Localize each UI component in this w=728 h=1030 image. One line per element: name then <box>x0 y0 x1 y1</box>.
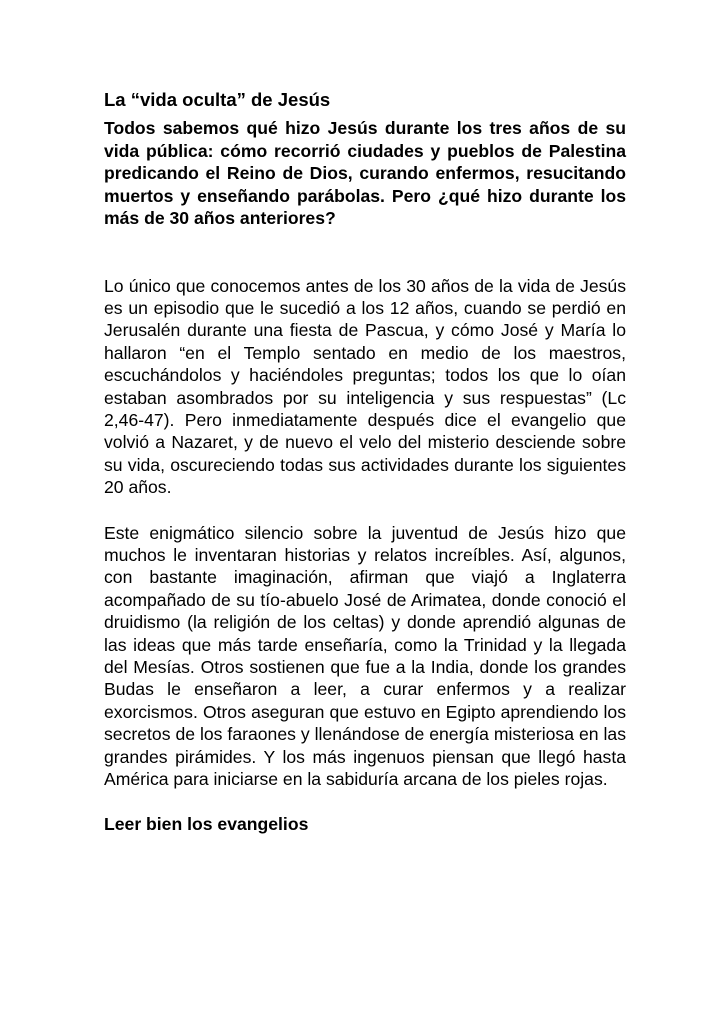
body-paragraph: Lo único que conocemos antes de los 30 años de la vida de Jesús es un episodio que le sucedió a los 12 años, cuando se perdió en Jerusalén durante una fiesta de Pascua, y cómo José y María lo hallaron “en el Templo sentado en medio de los maestros, escuchándolos y haciéndoles preguntas; todos los que lo oían estaban asombrados por su inteligencia y sus respuestas” (Lc 2,46-47). Pero inmediatamente después dice el evangelio que volvió a Nazaret, y de nuevo el velo del misterio desciende sobre su vida, oscureciendo todas sus actividades durante los siguientes 20 años. <box>104 275 626 498</box>
document-title: La “vida oculta” de Jesús <box>104 89 331 110</box>
section-heading: Leer bien los evangelios <box>104 814 309 835</box>
body-paragraph: Este enigmático silencio sobre la juventud de Jesús hizo que muchos le inventaran historias y relatos increíbles. Así, algunos, con bastante imaginación, afirman que viajó a Inglaterra acompañado de su tío-abuelo José de Arimatea, donde conoció el druidismo (la religión de los celtas) y donde aprendió algunas de las ideas que más tarde enseñaría, como la Trinidad y la llegada del Mesías. Otros sostienen que fue a la India, donde los grandes Budas le enseñaron a leer, a curar enfermos y a realizar exorcismos. Otros aseguran que estuvo en Egipto aprendiendo los secretos de los faraones y llenándose de energía misteriosa en las grandes pirámides. Y los más ingenuos piensan que llegó hasta América para iniciarse en la sabiduría arcana de los pieles rojas. <box>104 522 626 790</box>
lead-paragraph: Todos sabemos qué hizo Jesús durante los tres años de su vida pública: cómo recorrió ciudades y pueblos de Palestina predicando el Reino de Dios, curando enfermos, resucitando muertos y enseñando parábolas. Pero ¿qué hizo durante los más de 30 años anteriores? <box>104 118 626 228</box>
document-body <box>104 88 626 836</box>
